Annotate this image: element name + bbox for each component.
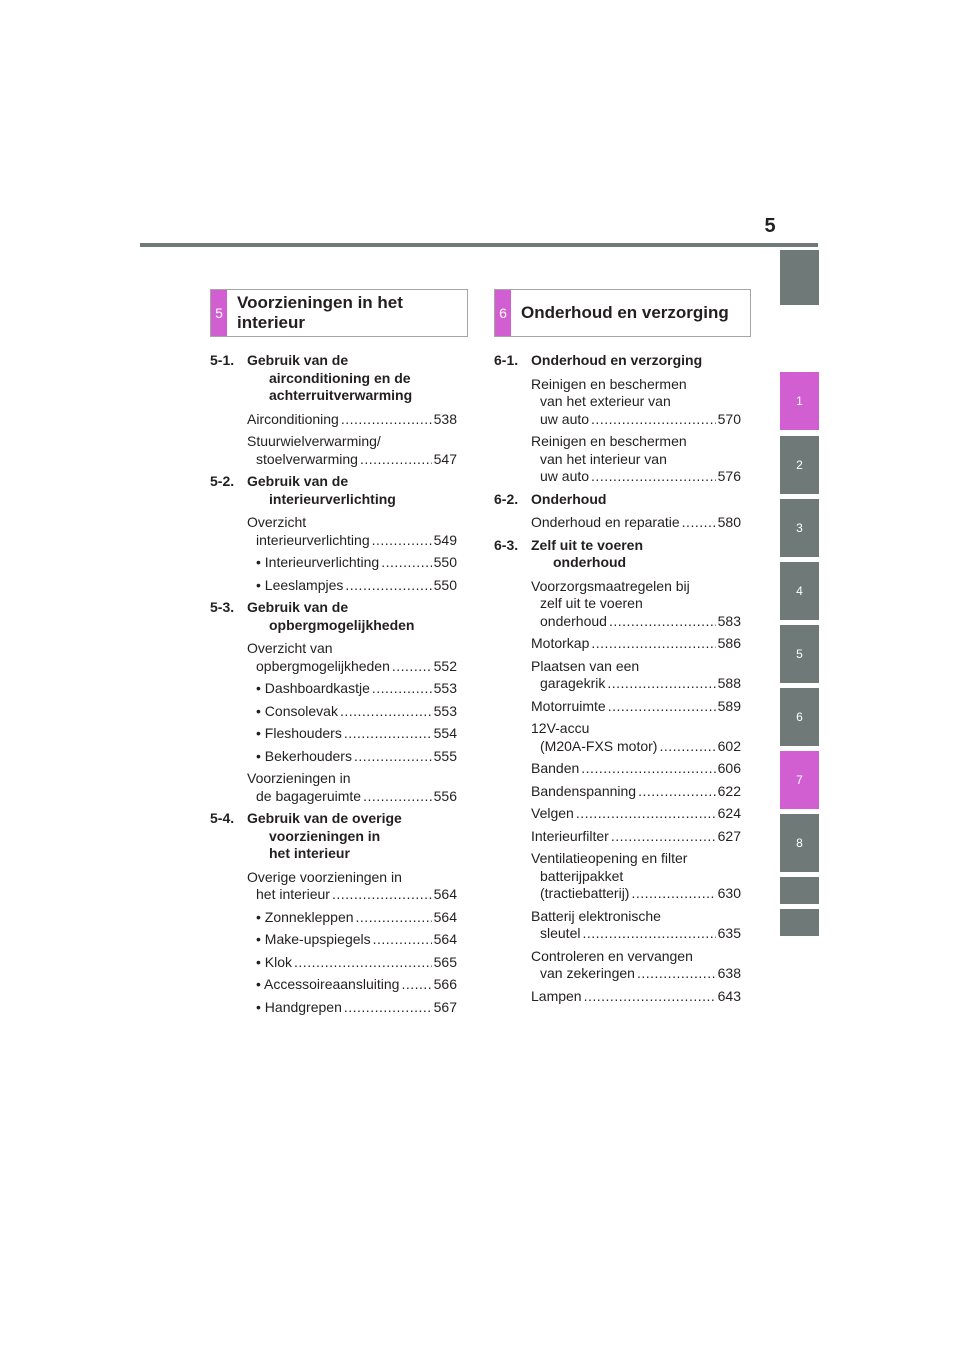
- section-header-5: [210, 289, 468, 337]
- entry-title-line: Batterij elektronische: [531, 907, 661, 924]
- entry-title: • Zonnekleppen: [256, 908, 354, 925]
- dot-leader: [576, 805, 716, 823]
- toc-entry[interactable]: [531, 948, 741, 983]
- side-tab-label: 1: [796, 394, 803, 408]
- dot-leader: [591, 635, 715, 653]
- toc-entry[interactable]: [247, 725, 457, 743]
- entry-title: het interieur: [256, 886, 330, 902]
- side-tab: [780, 499, 819, 557]
- dot-leader: [682, 514, 716, 532]
- toc-entry[interactable]: [247, 748, 457, 766]
- entry-title: Velgen: [531, 805, 574, 821]
- entry-page-number: 553: [433, 680, 457, 696]
- toc-subsection: [210, 810, 457, 863]
- entry-page-number: 580: [717, 514, 741, 530]
- subsection-number: 6-1.: [494, 352, 519, 368]
- entry-title: de bagageruimte: [256, 787, 362, 804]
- side-tab: [780, 751, 819, 809]
- toc-entry[interactable]: [247, 577, 457, 595]
- dot-leader: [392, 658, 432, 676]
- entry-page-number: 564: [433, 931, 457, 947]
- dot-leader: [341, 411, 432, 429]
- entry-title: (M20A-FXS motor): [540, 737, 658, 754]
- dot-leader: [381, 554, 431, 572]
- toc-entry[interactable]: [247, 514, 457, 549]
- entry-page-number: 643: [717, 987, 741, 1004]
- entry-page-number: 624: [717, 805, 741, 821]
- entry-page-number: 576: [717, 468, 741, 484]
- entry-page-number: 602: [717, 737, 741, 754]
- subsection-title: Gebruik van de overige voorzieningen in het interieur: [247, 810, 402, 861]
- entry-title: Motorruimte: [531, 697, 606, 714]
- side-tab-label: 8: [796, 836, 803, 850]
- dot-leader: [638, 783, 716, 801]
- entry-page-number: 638: [717, 965, 741, 981]
- side-tab: [780, 877, 819, 904]
- entry-title: • Fleshouders: [256, 725, 342, 741]
- entry-title-line: Voorzieningen in: [247, 770, 351, 786]
- dot-leader: [354, 748, 432, 766]
- dot-leader: [609, 613, 716, 631]
- entry-page-number: 630: [717, 885, 741, 901]
- section-number: 6: [495, 290, 511, 336]
- entry-title: Airconditioning: [247, 410, 339, 427]
- subsection-number: 6-2.: [494, 490, 519, 507]
- subsection-title: Onderhoud en verzorging: [531, 352, 703, 368]
- toc-entry[interactable]: [531, 578, 741, 631]
- dot-leader: [607, 675, 715, 693]
- entry-title-line: van het exterieur van: [540, 393, 671, 409]
- toc-entry[interactable]: [531, 988, 741, 1006]
- toc-subsection: [210, 352, 457, 405]
- section-number: 5: [211, 290, 227, 336]
- side-tab: [780, 688, 819, 746]
- entry-title: • Accessoireaansluiting: [256, 976, 400, 992]
- toc-subsection: [210, 599, 457, 634]
- side-tab-label: 5: [796, 647, 803, 661]
- entry-page-number: 549: [433, 531, 457, 548]
- toc-entry[interactable]: [531, 850, 741, 903]
- entry-title-line: Ventilatieopening en filter: [531, 850, 688, 866]
- page-number: 5: [764, 215, 776, 237]
- entry-title: opbergmogelijkheden: [256, 657, 390, 674]
- toc-entry[interactable]: [247, 703, 457, 721]
- dot-leader: [294, 954, 432, 972]
- side-tab-label: 4: [796, 584, 803, 598]
- entry-page-number: 555: [433, 747, 457, 764]
- entry-title-line: batterijpakket: [540, 867, 624, 884]
- toc-entry[interactable]: [531, 720, 741, 755]
- toc-entry[interactable]: [531, 828, 741, 846]
- toc-entry[interactable]: [247, 909, 457, 927]
- entry-page-number: 589: [717, 697, 741, 714]
- toc-entry[interactable]: [247, 433, 457, 468]
- entry-title: Bandenspanning: [531, 782, 637, 799]
- entry-title-line: Voorzorgsmaatregelen bij: [531, 577, 690, 594]
- entry-title: Banden: [531, 760, 580, 776]
- dot-leader: [344, 999, 432, 1017]
- entry-title: van zekeringen: [540, 965, 635, 981]
- entry-title-line: Controleren en vervangen: [531, 947, 693, 964]
- side-tab: [780, 436, 819, 494]
- entry-title: uw auto: [540, 468, 590, 484]
- subsection-number: 5-4.: [210, 810, 235, 826]
- side-tab: [780, 372, 819, 430]
- side-tab: [780, 250, 819, 305]
- subsection-title: Gebruik van de interieurverlichting: [247, 473, 396, 507]
- toc-entry[interactable]: [247, 640, 457, 675]
- toc-entry[interactable]: [531, 783, 741, 801]
- dot-leader: [332, 886, 432, 904]
- entry-page-number: 622: [717, 782, 741, 799]
- entry-title-line: zelf uit te voeren: [540, 595, 643, 611]
- entry-title: • Bekerhouders: [256, 747, 352, 764]
- entry-title-line: 12V-accu: [531, 720, 590, 736]
- entry-title: • Leeslampjes: [256, 576, 344, 593]
- toc-entry[interactable]: [531, 376, 741, 429]
- entry-title: • Make-upspiegels: [256, 931, 371, 947]
- entry-title-line: Reinigen en beschermen: [531, 375, 687, 392]
- toc-subsection: [210, 473, 457, 508]
- entry-page-number: 556: [433, 787, 457, 804]
- entry-page-number: 547: [433, 450, 457, 467]
- section-title: Onderhoud en verzorging: [521, 303, 729, 322]
- side-tab-label: 6: [796, 710, 803, 724]
- entry-title: onderhoud: [540, 612, 607, 629]
- entry-title: Motorkap: [531, 635, 590, 651]
- side-tab-label: 3: [796, 521, 803, 535]
- entry-title: • Dashboardkastje: [256, 680, 370, 696]
- entry-title: sleutel: [540, 925, 581, 941]
- toc-column-right: [494, 352, 741, 1010]
- side-tab-label: 2: [796, 458, 803, 472]
- side-tab: [780, 909, 819, 936]
- entry-title-line: Reinigen en beschermen: [531, 433, 687, 449]
- entry-title: Interieurfilter: [531, 827, 609, 844]
- toc-entry[interactable]: [531, 433, 741, 486]
- entry-page-number: 588: [717, 675, 741, 691]
- dot-leader: [591, 411, 716, 429]
- toc-entry[interactable]: [247, 411, 457, 429]
- dot-leader: [340, 703, 432, 721]
- entry-title-line: van het interieur van: [540, 450, 667, 467]
- toc-entry[interactable]: [531, 635, 741, 653]
- entry-page-number: 554: [433, 725, 457, 741]
- entry-page-number: 565: [433, 953, 457, 970]
- entry-title-line: Overzicht van: [247, 640, 333, 656]
- side-tab: [780, 814, 819, 872]
- dot-leader: [372, 680, 432, 698]
- entry-title: garagekrik: [540, 675, 606, 691]
- entry-page-number: 583: [717, 612, 741, 629]
- subsection-number: 5-2.: [210, 473, 235, 489]
- entry-page-number: 538: [433, 410, 457, 427]
- dot-leader: [360, 451, 432, 469]
- dot-leader: [582, 925, 715, 943]
- dot-leader: [659, 738, 715, 756]
- toc-entry[interactable]: [247, 869, 457, 904]
- subsection-title: Gebruik van de airconditioning en de achterruitverwarming: [247, 352, 413, 403]
- entry-page-number: 553: [433, 702, 457, 719]
- subsection-title: Zelf uit te voeren onderhoud: [531, 536, 644, 570]
- dot-leader: [637, 965, 716, 983]
- subsection-number: 5-3.: [210, 599, 235, 615]
- dot-leader: [608, 698, 716, 716]
- side-tab: [780, 562, 819, 620]
- toc-entry[interactable]: [531, 760, 741, 778]
- entry-page-number: 606: [717, 760, 741, 776]
- subsection-number: 5-1.: [210, 352, 235, 368]
- toc-column-left: [210, 352, 457, 1021]
- subsection-number: 6-3.: [494, 536, 519, 553]
- dot-leader: [401, 976, 431, 994]
- top-rule: [140, 243, 818, 247]
- entry-page-number: 564: [433, 908, 457, 925]
- toc-subsection: [494, 537, 741, 572]
- dot-leader: [373, 931, 432, 949]
- dot-leader: [581, 760, 715, 778]
- side-tab: [780, 625, 819, 683]
- toc-entry[interactable]: [531, 514, 741, 532]
- toc-entry[interactable]: [531, 908, 741, 943]
- entry-page-number: 552: [433, 657, 457, 674]
- toc-entry[interactable]: [247, 770, 457, 805]
- section-title: Voorzieningen in het interieur: [237, 293, 403, 332]
- subsection-title: Gebruik van de opbergmogelijkheden: [247, 599, 415, 633]
- entry-page-number: 550: [433, 554, 457, 570]
- entry-title: • Interieurverlichting: [256, 554, 380, 570]
- dot-leader: [345, 577, 431, 595]
- toc-entry[interactable]: [247, 554, 457, 572]
- toc-entry[interactable]: [247, 931, 457, 949]
- toc-entry[interactable]: [247, 976, 457, 994]
- entry-title: stoelverwarming: [256, 450, 358, 467]
- entry-title-line: Overige voorzieningen in: [247, 868, 402, 885]
- entry-page-number: 635: [717, 925, 741, 941]
- subsection-title: Onderhoud: [531, 490, 607, 507]
- entry-page-number: 564: [433, 886, 457, 902]
- entry-title: • Consolevak: [256, 702, 338, 719]
- toc-entry[interactable]: [531, 658, 741, 693]
- entry-title: • Handgrepen: [256, 998, 342, 1015]
- toc-entry[interactable]: [531, 805, 741, 823]
- dot-leader: [611, 828, 716, 846]
- toc-entry[interactable]: [247, 999, 457, 1017]
- toc-entry[interactable]: [247, 954, 457, 972]
- entry-page-number: 627: [717, 827, 741, 844]
- entry-title: • Klok: [256, 953, 293, 970]
- dot-leader: [356, 909, 432, 927]
- side-tab-label: 7: [796, 773, 803, 787]
- entry-title: (tractiebatterij): [540, 885, 630, 901]
- entry-title-line: Stuurwielverwarming/: [247, 433, 381, 449]
- toc-subsection: [494, 352, 741, 370]
- entry-title-line: Plaatsen van een: [531, 657, 640, 674]
- toc-entry[interactable]: [531, 698, 741, 716]
- dot-leader: [372, 532, 432, 550]
- entry-page-number: 550: [433, 576, 457, 593]
- entry-title-line: Overzicht: [247, 514, 307, 530]
- entry-page-number: 570: [717, 410, 741, 427]
- entry-page-number: 586: [717, 635, 741, 651]
- dot-leader: [591, 468, 716, 486]
- dot-leader: [344, 725, 432, 743]
- section-header-6: [494, 289, 751, 337]
- dot-leader: [631, 885, 715, 903]
- entry-title: Lampen: [531, 987, 582, 1004]
- entry-title: interieurverlichting: [256, 531, 370, 548]
- entry-title: uw auto: [540, 410, 590, 427]
- entry-page-number: 567: [433, 998, 457, 1015]
- entry-title: Onderhoud en reparatie: [531, 514, 680, 530]
- entry-page-number: 566: [433, 976, 457, 992]
- dot-leader: [363, 788, 432, 806]
- dot-leader: [584, 988, 716, 1006]
- toc-subsection: [494, 491, 741, 509]
- toc-entry[interactable]: [247, 680, 457, 698]
